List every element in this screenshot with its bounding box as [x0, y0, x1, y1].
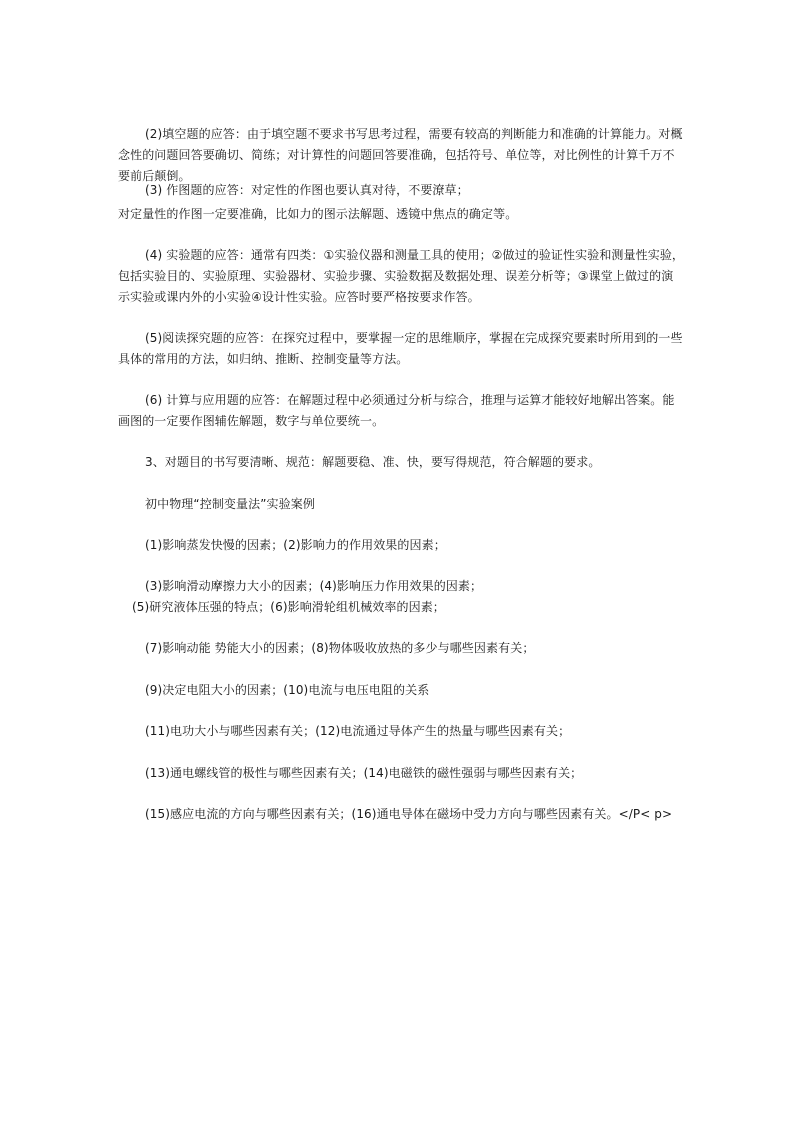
list-item: (3)影响滑动摩擦力大小的因素；(4)影响压力作用效果的因素；: [145, 579, 483, 593]
list-item: (11)电功大小与哪些因素有关；(12)电流通过导体产生的热量与哪些因素有关；: [145, 724, 571, 738]
paragraph-line: (5)阅读探究题的应答：在探究过程中，要掌握一定的思维顺序，掌握在完成探究要素时所用到的一些: [145, 331, 683, 345]
paragraph-line: (4) 实验题的应答：通常有四类：①实验仪器和测量工具的使用；②做过的验证性实验和测量性实验，: [145, 248, 685, 262]
paragraph-line: 对定量性的作图一定要准确，比如力的图示法解题、透镜中焦点的确定等。: [118, 207, 518, 221]
paragraph-line: (2)填空题的应答：由于填空题不要求书写思考过程，需要有较高的判断能力和准确的计算能力。对概: [145, 127, 683, 141]
list-item: (15)感应电流的方向与哪些因素有关；(16)通电导体在磁场中受力方向与哪些因素有关。</P< p>: [145, 807, 673, 821]
paragraph-line: 具体的常用的方法，如归纳、推断、控制变量等方法。: [118, 352, 409, 366]
section-title: 初中物理“控制变量法”实验案例: [145, 497, 315, 511]
paragraph-line: 要前后颠倒。: [118, 169, 191, 183]
paragraph-line: 包括实验目的、实验原理、实验器材、实验步骤、实验数据及数据处理、误差分析等；③课堂上做过的演: [118, 269, 674, 283]
paragraph-line: 示实验或课内外的小实验④设计性实验。应答时要严格按要求作答。: [118, 290, 480, 304]
list-item: (1)影响蒸发快慢的因素；(2)影响力的作用效果的因素；: [145, 538, 446, 552]
list-item: (5)研究液体压强的特点；(6)影响滑轮组机械效率的因素；: [132, 600, 445, 614]
list-item: (13)通电螺线管的极性与哪些因素有关；(14)电磁铁的磁性强弱与哪些因素有关；: [145, 766, 583, 780]
paragraph-line: (6) 计算与应用题的应答：在解题过程中必须通过分析与综合，推理与运算才能较好地解出答案。能: [145, 393, 675, 407]
paragraph-line: 念性的问题回答要确切、简练；对计算性的问题回答要准确，包括符号、单位等，对比例性的计算千万不: [118, 148, 675, 162]
paragraph-line: 画图的一定要作图辅佐解题，数字与单位要统一。: [118, 414, 385, 428]
paragraph-line: 3、对题目的书写要清晰、规范：解题要稳、准、快，要写得规范，符合解题的要求。: [145, 455, 601, 469]
list-item: (7)影响动能 势能大小的因素；(8)物体吸收放热的多少与哪些因素有关；: [145, 641, 535, 655]
list-item: (9)决定电阻大小的因素；(10)电流与电压电阻的关系: [145, 683, 430, 697]
paragraph-line: (3) 作图题的应答：对定性的作图也要认真对待，不要潦草；: [145, 183, 469, 197]
